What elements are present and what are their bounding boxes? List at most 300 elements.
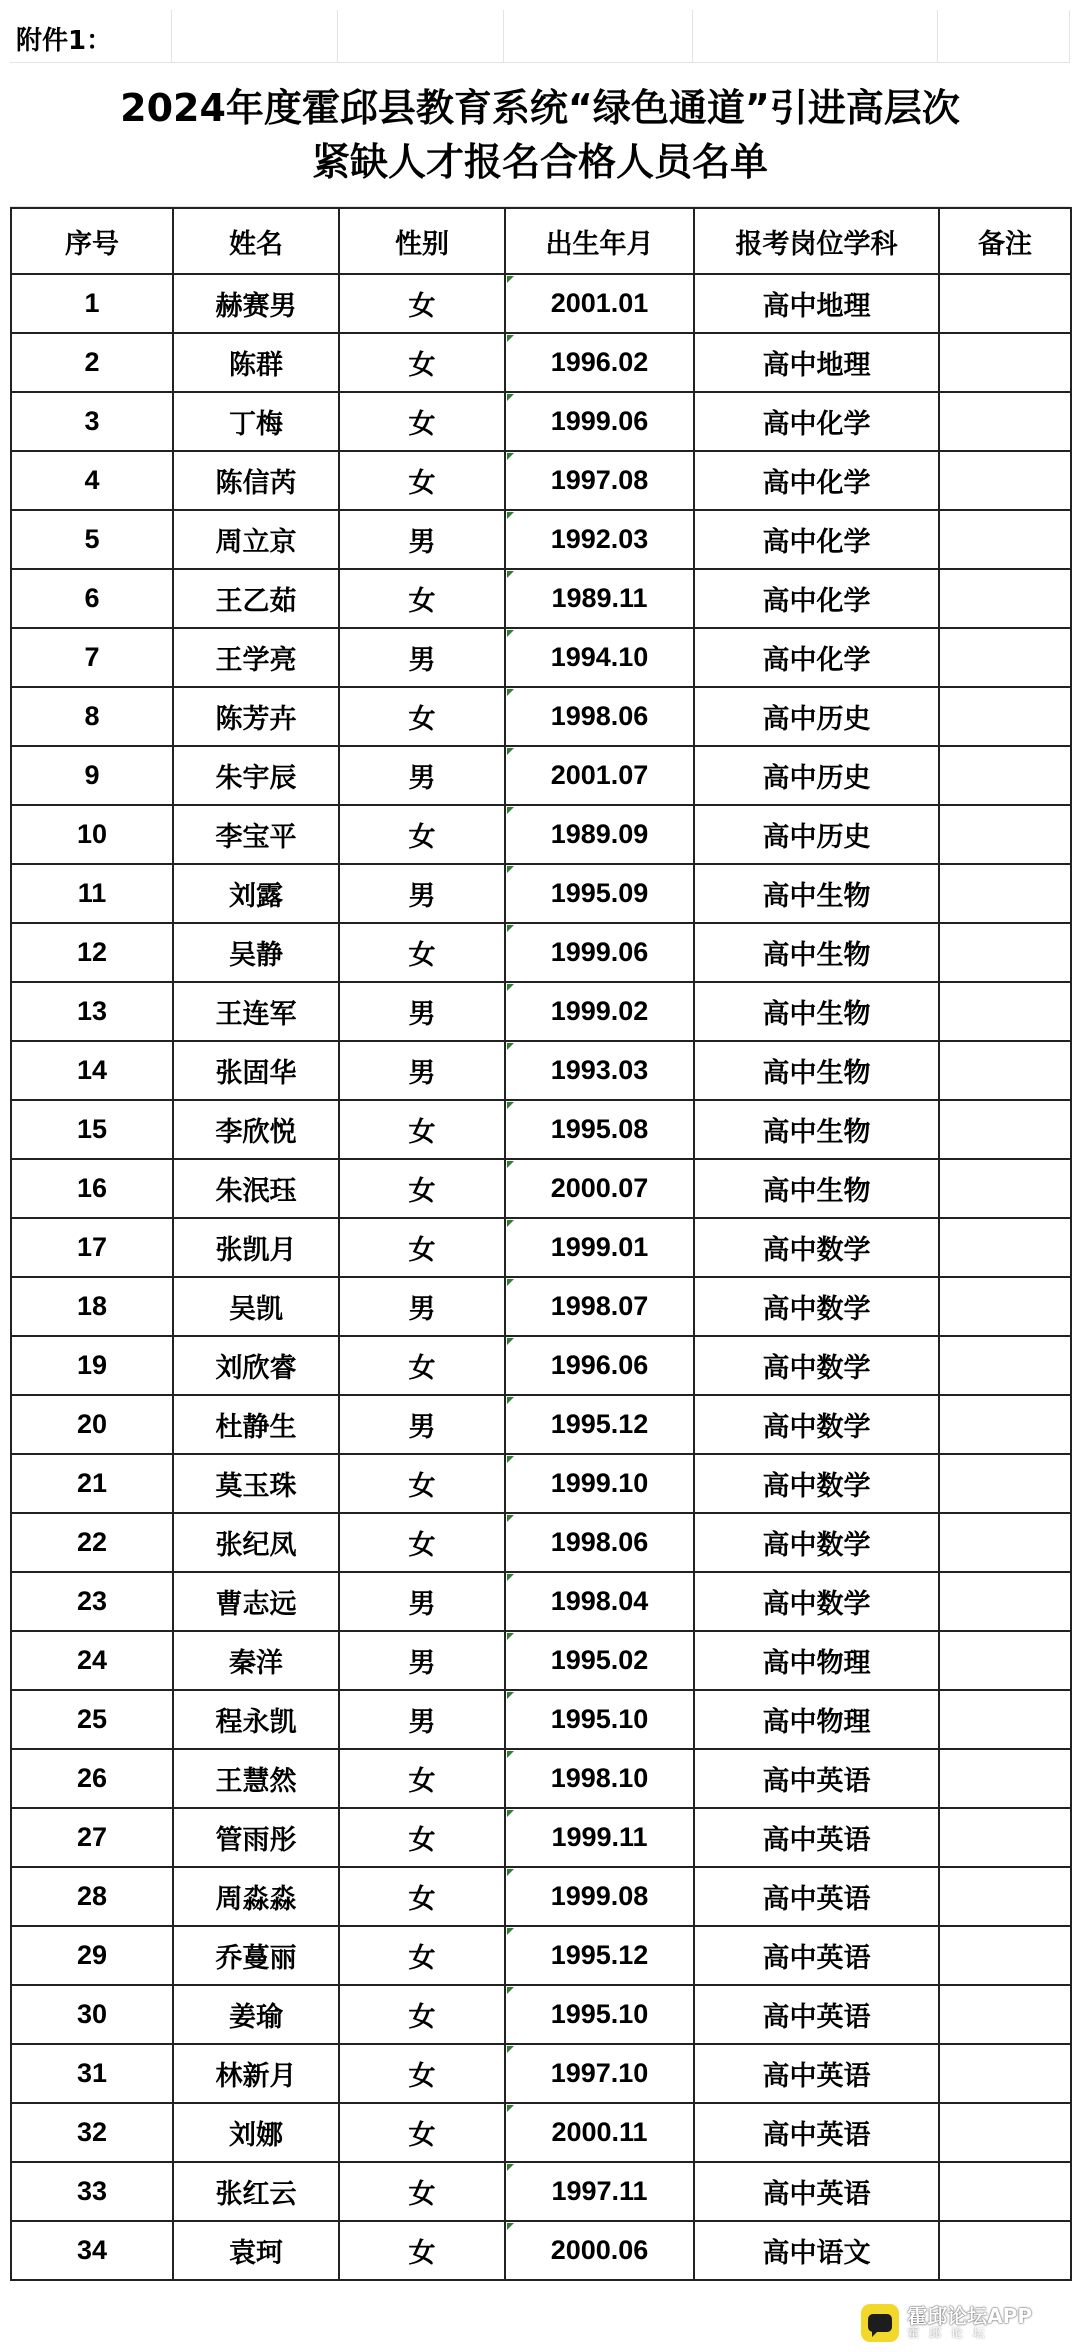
- cell-birth-text: 1997.11: [551, 2176, 648, 2206]
- cell-birth: [505, 392, 694, 451]
- cell-birth: [505, 451, 694, 510]
- cell-index: 14: [11, 1041, 173, 1100]
- cell-subject: 高中物理: [694, 1631, 939, 1690]
- cell-gender: 女: [339, 2044, 505, 2103]
- cell-format-marker-icon: [507, 1220, 514, 1227]
- cell-subject: 高中生物: [694, 982, 939, 1041]
- title-line-1: 2024年度霍邱县教育系统“绿色通道”引进高层次: [120, 86, 960, 130]
- cell-index: 6: [11, 569, 173, 628]
- cell-subject: 高中生物: [694, 923, 939, 982]
- table-header-row: [11, 208, 1071, 274]
- cell-index: 31: [11, 2044, 173, 2103]
- cell-index: 20: [11, 1395, 173, 1454]
- cell-note: [939, 392, 1071, 451]
- cell-format-marker-icon: [507, 276, 514, 283]
- cell-birth: [505, 333, 694, 392]
- cell-index: 4: [11, 451, 173, 510]
- cell-name: 林新月: [173, 2044, 339, 2103]
- cell-name: 赫赛男: [173, 274, 339, 333]
- cell-birth: [505, 687, 694, 746]
- cell-name: 王乙茹: [173, 569, 339, 628]
- cell-birth: [505, 2103, 694, 2162]
- cell-format-marker-icon: [507, 1692, 514, 1699]
- cell-subject: 高中历史: [694, 746, 939, 805]
- cell-name: 陈群: [173, 333, 339, 392]
- table-row: [11, 392, 1071, 451]
- cell-gender: 女: [339, 1159, 505, 1218]
- cell-birth: [505, 1808, 694, 1867]
- watermark-text-group: [907, 2306, 1032, 2340]
- cell-subject: 高中生物: [694, 1041, 939, 1100]
- cell-subject: 高中数学: [694, 1454, 939, 1513]
- cell-note: [939, 333, 1071, 392]
- cell-name: 杜静生: [173, 1395, 339, 1454]
- cell-birth-text: 1996.06: [550, 1350, 649, 1380]
- cell-format-marker-icon: [507, 1338, 514, 1345]
- cell-gender: 男: [339, 510, 505, 569]
- cell-birth: [505, 1454, 694, 1513]
- table-row: [11, 923, 1071, 982]
- cell-format-marker-icon: [507, 1751, 514, 1758]
- cell-gender: 男: [339, 1572, 505, 1631]
- table-row: [11, 1159, 1071, 1218]
- cell-birth: [505, 1926, 694, 1985]
- cell-note: [939, 1454, 1071, 1513]
- cell-birth-text: 1995.10: [550, 1704, 649, 1734]
- spreadsheet-sheet: [10, 10, 1070, 2281]
- cell-gender: 女: [339, 451, 505, 510]
- cell-name: 周淼淼: [173, 1867, 339, 1926]
- cell-subject: 高中化学: [694, 628, 939, 687]
- cell-note: [939, 1277, 1071, 1336]
- candidate-table: [10, 207, 1072, 2281]
- cell-format-marker-icon: [507, 335, 514, 342]
- table-row: [11, 1336, 1071, 1395]
- cell-index: 28: [11, 1867, 173, 1926]
- cell-format-marker-icon: [507, 866, 514, 873]
- cell-format-marker-icon: [507, 1279, 514, 1286]
- cell-gender: 女: [339, 1336, 505, 1395]
- table-row: [11, 687, 1071, 746]
- cell-gender: 女: [339, 569, 505, 628]
- table-row: [11, 1395, 1071, 1454]
- cell-birth-text: 1999.08: [550, 1881, 649, 1911]
- table-row: [11, 1690, 1071, 1749]
- cell-format-marker-icon: [507, 807, 514, 814]
- cell-birth-text: 1999.06: [550, 937, 649, 967]
- cell-gender: 女: [339, 1808, 505, 1867]
- cell-format-marker-icon: [507, 453, 514, 460]
- cell-name: 陈信芮: [173, 451, 339, 510]
- cell-format-marker-icon: [507, 984, 514, 991]
- cell-name: 朱宇辰: [173, 746, 339, 805]
- cell-gender: 男: [339, 746, 505, 805]
- cell-gender: 女: [339, 687, 505, 746]
- cell-note: [939, 1218, 1071, 1277]
- cell-format-marker-icon: [507, 630, 514, 637]
- cell-format-marker-icon: [507, 1633, 514, 1640]
- cell-index: 26: [11, 1749, 173, 1808]
- table-row: [11, 2221, 1071, 2280]
- cell-name: 秦洋: [173, 1631, 339, 1690]
- cell-note: [939, 1041, 1071, 1100]
- cell-index: 1: [11, 274, 173, 333]
- cell-birth: [505, 864, 694, 923]
- cell-birth: [505, 1218, 694, 1277]
- cell-birth-text: 1999.02: [550, 996, 649, 1026]
- cell-birth-text: 1997.08: [550, 465, 649, 495]
- cell-birth-text: 1993.03: [550, 1055, 649, 1085]
- table-row: [11, 1985, 1071, 2044]
- cell-birth-text: 2000.06: [550, 2235, 649, 2265]
- cell-birth: [505, 1631, 694, 1690]
- cell-index: 19: [11, 1336, 173, 1395]
- cell-gender: 男: [339, 1395, 505, 1454]
- cell-note: [939, 1631, 1071, 1690]
- cell-name: 张纪凤: [173, 1513, 339, 1572]
- cell-gender: 女: [339, 274, 505, 333]
- cell-note: [939, 2044, 1071, 2103]
- cell-index: 30: [11, 1985, 173, 2044]
- cell-format-marker-icon: [507, 1810, 514, 1817]
- cell-gender: 女: [339, 333, 505, 392]
- cell-birth: [505, 2044, 694, 2103]
- cell-birth-text: 1999.11: [551, 1822, 648, 1852]
- cell-note: [939, 687, 1071, 746]
- cell-index: 2: [11, 333, 173, 392]
- cell-index: 10: [11, 805, 173, 864]
- table-row: [11, 864, 1071, 923]
- cell-name: 陈芳卉: [173, 687, 339, 746]
- cell-note: [939, 982, 1071, 1041]
- cell-birth: [505, 1690, 694, 1749]
- cell-birth-text: 1996.02: [550, 347, 649, 377]
- cell-index: 3: [11, 392, 173, 451]
- cell-index: 24: [11, 1631, 173, 1690]
- table-row: [11, 628, 1071, 687]
- cell-birth-text: 1998.06: [550, 1527, 649, 1557]
- cell-subject: 高中历史: [694, 687, 939, 746]
- cell-gender: 男: [339, 628, 505, 687]
- cell-note: [939, 1926, 1071, 1985]
- cell-note: [939, 1867, 1071, 1926]
- watermark-subtext: 霍 邱 论 坛: [907, 2326, 988, 2341]
- cell-format-marker-icon: [507, 689, 514, 696]
- cell-subject: 高中英语: [694, 1926, 939, 1985]
- cell-index: 13: [11, 982, 173, 1041]
- cell-birth: [505, 1985, 694, 2044]
- cell-birth-text: 1998.10: [550, 1763, 649, 1793]
- cell-name: 乔蔓丽: [173, 1926, 339, 1985]
- cell-subject: 高中数学: [694, 1513, 939, 1572]
- table-row: [11, 510, 1071, 569]
- cell-note: [939, 1336, 1071, 1395]
- cell-name: 王连军: [173, 982, 339, 1041]
- cell-subject: 高中英语: [694, 2044, 939, 2103]
- watermark-text: 霍邱论坛APP: [907, 2304, 1032, 2329]
- cell-birth: [505, 1395, 694, 1454]
- cell-format-marker-icon: [507, 2046, 514, 2053]
- cell-subject: 高中地理: [694, 333, 939, 392]
- table-row: [11, 746, 1071, 805]
- cell-name: 刘露: [173, 864, 339, 923]
- cell-note: [939, 1690, 1071, 1749]
- cell-name: 刘娜: [173, 2103, 339, 2162]
- cell-index: 9: [11, 746, 173, 805]
- table-row: [11, 1041, 1071, 1100]
- header-index: 序号: [11, 208, 173, 274]
- cell-birth-text: 1995.12: [550, 1409, 649, 1439]
- attachment-label: 附件1：: [16, 26, 113, 56]
- cell-birth: [505, 628, 694, 687]
- cell-gender: 女: [339, 1749, 505, 1808]
- cell-note: [939, 1513, 1071, 1572]
- cell-name: 管雨彤: [173, 1808, 339, 1867]
- cell-note: [939, 1395, 1071, 1454]
- cell-subject: 高中数学: [694, 1336, 939, 1395]
- cell-note: [939, 1572, 1071, 1631]
- cell-birth-text: 1989.11: [551, 583, 648, 613]
- cell-subject: 高中英语: [694, 1867, 939, 1926]
- cell-birth: [505, 1749, 694, 1808]
- cell-birth: [505, 746, 694, 805]
- cell-format-marker-icon: [507, 1515, 514, 1522]
- table-row: [11, 2103, 1071, 2162]
- cell-format-marker-icon: [507, 1161, 514, 1168]
- cell-name: 张固华: [173, 1041, 339, 1100]
- cell-note: [939, 1985, 1071, 2044]
- cell-note: [939, 628, 1071, 687]
- table-row: [11, 1100, 1071, 1159]
- cell-format-marker-icon: [507, 748, 514, 755]
- cell-index: 8: [11, 687, 173, 746]
- cell-birth-text: 1989.09: [550, 819, 649, 849]
- header-birth: 出生年月: [505, 208, 694, 274]
- cell-index: 32: [11, 2103, 173, 2162]
- cell-format-marker-icon: [507, 571, 514, 578]
- table-row: [11, 274, 1071, 333]
- cell-gender: 男: [339, 1631, 505, 1690]
- cell-subject: 高中语文: [694, 2221, 939, 2280]
- cell-index: 15: [11, 1100, 173, 1159]
- cell-note: [939, 923, 1071, 982]
- cell-index: 21: [11, 1454, 173, 1513]
- cell-gender: 女: [339, 1513, 505, 1572]
- cell-birth: [505, 2162, 694, 2221]
- cell-note: [939, 1100, 1071, 1159]
- sheet-gridlines: [10, 10, 1070, 62]
- table-row: [11, 1572, 1071, 1631]
- cell-format-marker-icon: [507, 925, 514, 932]
- cell-gender: 男: [339, 1277, 505, 1336]
- cell-gender: 女: [339, 2103, 505, 2162]
- cell-format-marker-icon: [507, 1987, 514, 1994]
- cell-gender: 女: [339, 392, 505, 451]
- cell-gender: 女: [339, 1218, 505, 1277]
- header-subject: 报考岗位学科: [694, 208, 939, 274]
- cell-note: [939, 1749, 1071, 1808]
- cell-gender: 女: [339, 2221, 505, 2280]
- cell-gender: 男: [339, 982, 505, 1041]
- cell-name: 曹志远: [173, 1572, 339, 1631]
- table-body: [11, 274, 1071, 2280]
- cell-subject: 高中英语: [694, 2162, 939, 2221]
- cell-note: [939, 2162, 1071, 2221]
- cell-name: 程永凯: [173, 1690, 339, 1749]
- cell-name: 刘欣睿: [173, 1336, 339, 1395]
- cell-index: 18: [11, 1277, 173, 1336]
- cell-birth-text: 2000.07: [550, 1173, 649, 1203]
- watermark: [861, 2304, 1032, 2342]
- cell-index: 29: [11, 1926, 173, 1985]
- cell-birth-text: 1995.10: [550, 1999, 649, 2029]
- cell-name: 袁珂: [173, 2221, 339, 2280]
- cell-format-marker-icon: [507, 2105, 514, 2112]
- cell-birth: [505, 1867, 694, 1926]
- cell-name: 王学亮: [173, 628, 339, 687]
- cell-subject: 高中英语: [694, 1808, 939, 1867]
- cell-index: 12: [11, 923, 173, 982]
- header-name: 姓名: [173, 208, 339, 274]
- cell-subject: 高中英语: [694, 2103, 939, 2162]
- cell-note: [939, 1159, 1071, 1218]
- cell-note: [939, 2221, 1071, 2280]
- cell-birth: [505, 1100, 694, 1159]
- cell-birth-text: 1995.02: [550, 1645, 649, 1675]
- cell-birth-text: 1995.12: [550, 1940, 649, 1970]
- cell-birth: [505, 510, 694, 569]
- cell-format-marker-icon: [507, 1928, 514, 1935]
- cell-birth-text: 2001.01: [550, 288, 649, 318]
- cell-birth: [505, 569, 694, 628]
- cell-gender: 男: [339, 1690, 505, 1749]
- cell-note: [939, 274, 1071, 333]
- cell-index: 27: [11, 1808, 173, 1867]
- cell-birth-text: 1999.01: [550, 1232, 649, 1262]
- cell-subject: 高中英语: [694, 1749, 939, 1808]
- title-line-2: 紧缺人才报名合格人员名单: [311, 140, 768, 184]
- cell-subject: 高中英语: [694, 1985, 939, 2044]
- cell-name: 周立京: [173, 510, 339, 569]
- cell-note: [939, 451, 1071, 510]
- cell-name: 朱泯珏: [173, 1159, 339, 1218]
- cell-subject: 高中化学: [694, 510, 939, 569]
- cell-subject: 高中数学: [694, 1277, 939, 1336]
- cell-gender: 女: [339, 1867, 505, 1926]
- cell-format-marker-icon: [507, 1397, 514, 1404]
- document-title: [10, 63, 1070, 207]
- cell-index: 34: [11, 2221, 173, 2280]
- cell-index: 23: [11, 1572, 173, 1631]
- cell-birth-text: 1997.10: [550, 2058, 649, 2088]
- cell-name: 张凯月: [173, 1218, 339, 1277]
- cell-index: 33: [11, 2162, 173, 2221]
- cell-birth: [505, 1572, 694, 1631]
- cell-format-marker-icon: [507, 394, 514, 401]
- cell-note: [939, 510, 1071, 569]
- table-row: [11, 2044, 1071, 2103]
- cell-format-marker-icon: [507, 1574, 514, 1581]
- cell-index: 7: [11, 628, 173, 687]
- table-row: [11, 451, 1071, 510]
- cell-subject: 高中生物: [694, 1159, 939, 1218]
- cell-birth-text: 1999.06: [550, 406, 649, 436]
- cell-subject: 高中生物: [694, 1100, 939, 1159]
- cell-birth-text: 1998.06: [550, 701, 649, 731]
- cell-note: [939, 569, 1071, 628]
- cell-gender: 女: [339, 923, 505, 982]
- cell-index: 11: [11, 864, 173, 923]
- cell-index: 25: [11, 1690, 173, 1749]
- table-row: [11, 2162, 1071, 2221]
- cell-subject: 高中化学: [694, 451, 939, 510]
- cell-gender: 女: [339, 1926, 505, 1985]
- cell-note: [939, 746, 1071, 805]
- cell-name: 姜瑜: [173, 1985, 339, 2044]
- cell-birth-text: 1994.10: [550, 642, 649, 672]
- cell-birth-text: 1998.07: [550, 1291, 649, 1321]
- cell-birth: [505, 1336, 694, 1395]
- table-row: [11, 982, 1071, 1041]
- cell-subject: 高中化学: [694, 569, 939, 628]
- cell-name: 吴静: [173, 923, 339, 982]
- cell-birth-text: 1995.08: [550, 1114, 649, 1144]
- table-row: [11, 1808, 1071, 1867]
- cell-gender: 女: [339, 2162, 505, 2221]
- cell-subject: 高中生物: [694, 864, 939, 923]
- cell-name: 丁梅: [173, 392, 339, 451]
- cell-gender: 女: [339, 1100, 505, 1159]
- cell-birth-text: 1995.09: [550, 878, 649, 908]
- cell-format-marker-icon: [507, 1043, 514, 1050]
- cell-format-marker-icon: [507, 2164, 514, 2171]
- cell-subject: 高中化学: [694, 392, 939, 451]
- cell-birth: [505, 923, 694, 982]
- table-row: [11, 569, 1071, 628]
- cell-name: 吴凯: [173, 1277, 339, 1336]
- cell-format-marker-icon: [507, 2223, 514, 2230]
- cell-name: 李宝平: [173, 805, 339, 864]
- cell-index: 17: [11, 1218, 173, 1277]
- cell-index: 22: [11, 1513, 173, 1572]
- cell-birth-text: 1992.03: [550, 524, 649, 554]
- cell-note: [939, 2103, 1071, 2162]
- cell-index: 16: [11, 1159, 173, 1218]
- cell-name: 张红云: [173, 2162, 339, 2221]
- attachment-row: [10, 10, 1070, 63]
- cell-format-marker-icon: [507, 1456, 514, 1463]
- cell-name: 莫玉珠: [173, 1454, 339, 1513]
- cell-gender: 女: [339, 805, 505, 864]
- cell-format-marker-icon: [507, 512, 514, 519]
- cell-note: [939, 1808, 1071, 1867]
- cell-gender: 女: [339, 1985, 505, 2044]
- cell-subject: 高中数学: [694, 1572, 939, 1631]
- cell-birth-text: 1998.04: [550, 1586, 649, 1616]
- table-row: [11, 805, 1071, 864]
- header-note: 备注: [939, 208, 1071, 274]
- cell-birth: [505, 1513, 694, 1572]
- cell-subject: 高中数学: [694, 1395, 939, 1454]
- table-row: [11, 1218, 1071, 1277]
- table-row: [11, 1454, 1071, 1513]
- cell-birth-text: 2001.07: [550, 760, 649, 790]
- cell-birth-text: 1999.10: [550, 1468, 649, 1498]
- cell-note: [939, 864, 1071, 923]
- cell-birth-text: 2000.11: [551, 2117, 648, 2147]
- table-row: [11, 1277, 1071, 1336]
- table-row: [11, 1926, 1071, 1985]
